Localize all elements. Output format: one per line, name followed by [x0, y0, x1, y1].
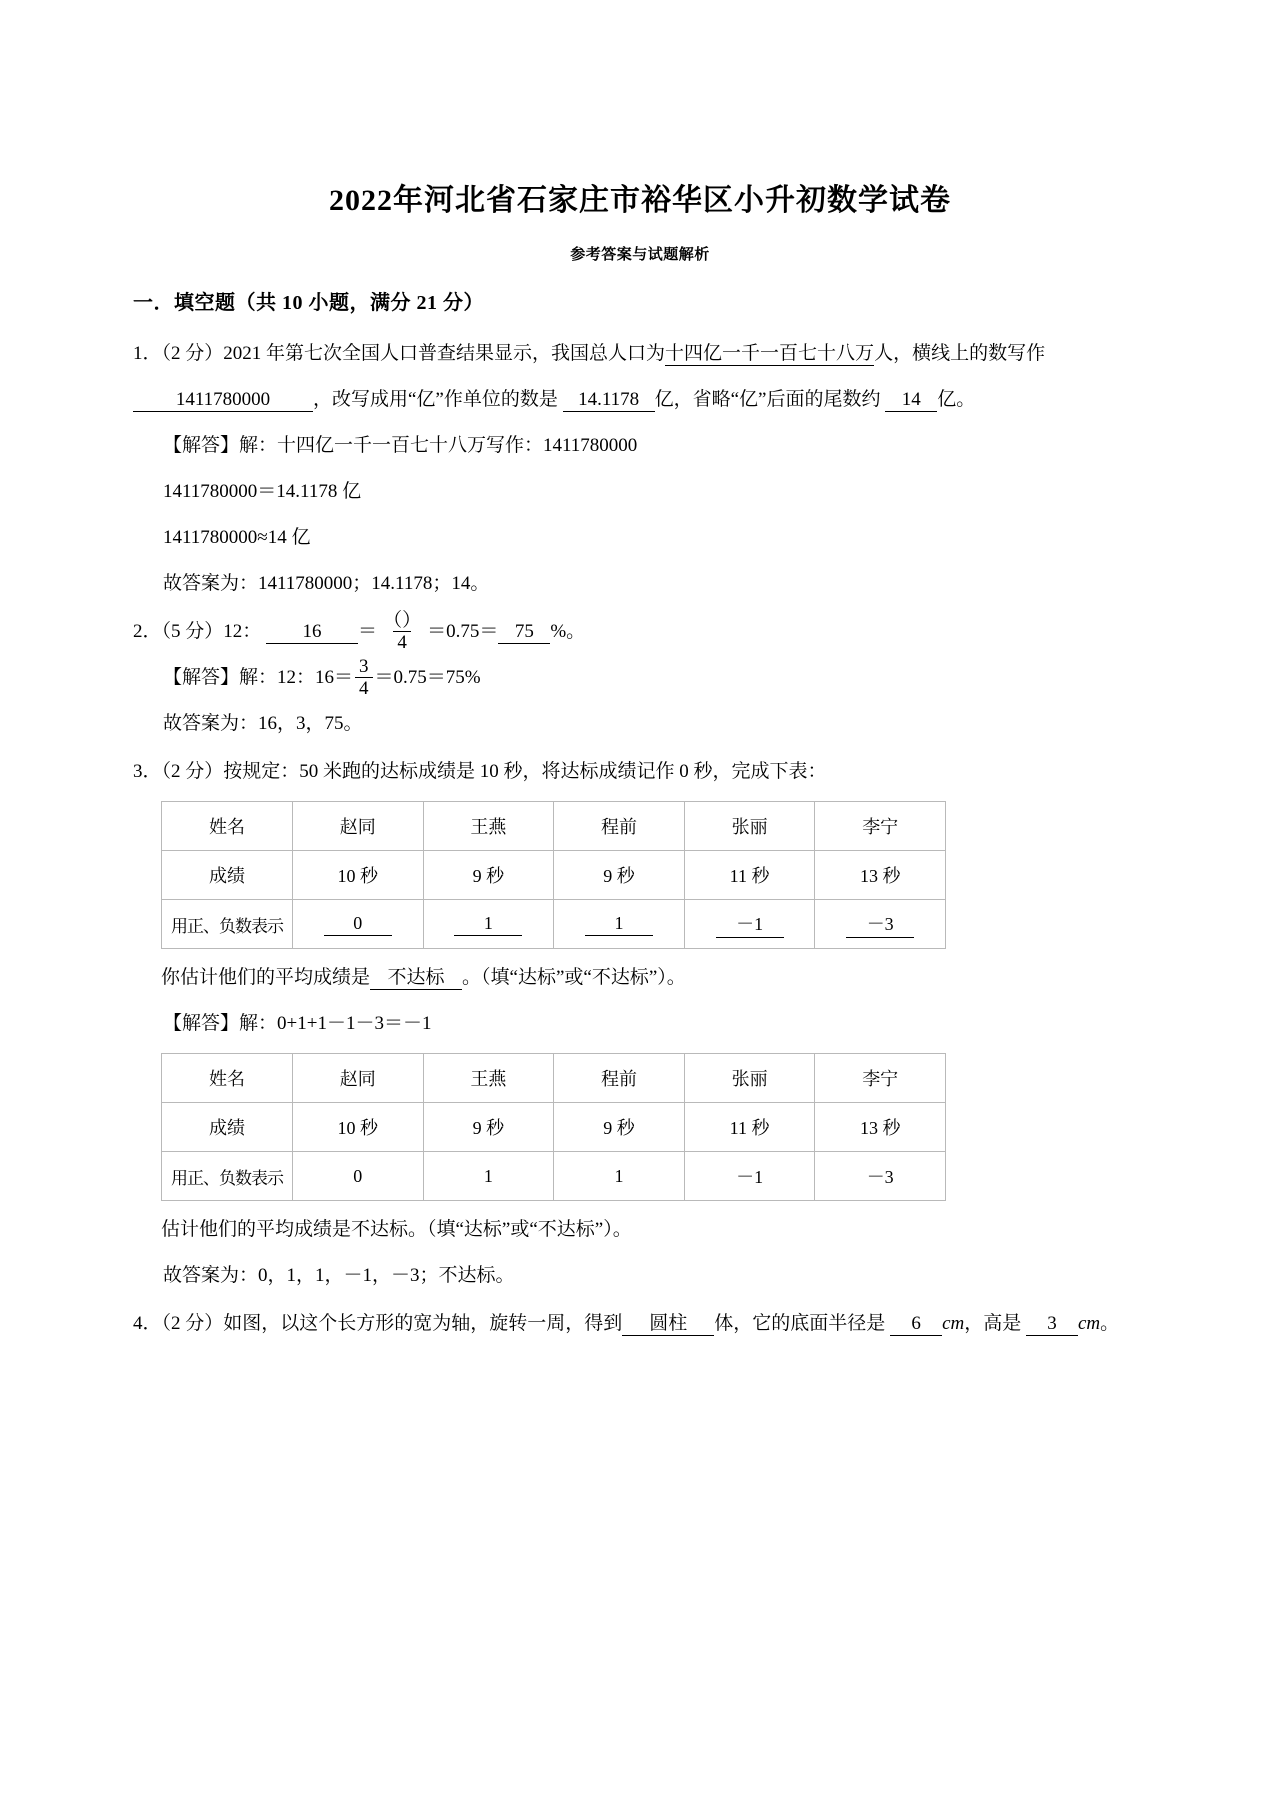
question-2-stem: [133, 609, 1140, 655]
table-cell-signed-2[interactable]: [554, 900, 685, 949]
table2-cell-score-1: 9 秒: [423, 1103, 554, 1152]
question-1-answer-blank-1[interactable]: 1411780000: [133, 389, 313, 412]
table-cell-signed-0[interactable]: [293, 900, 424, 949]
table2-cell-signed-2: 1: [554, 1152, 685, 1201]
question-3-solution-label: 【解答】解：: [163, 1013, 278, 1034]
page-title: 2022年河北省石家庄市裕华区小升初数学试卷: [329, 184, 951, 217]
table-cell-score-4: 13 秒: [815, 851, 946, 900]
table-row: [162, 851, 946, 900]
question-1-text-c: ，改写成用“亿”作单位的数是: [313, 389, 558, 410]
table-cell-signed-3[interactable]: [684, 900, 815, 949]
question-4-stem: [133, 1301, 1140, 1347]
question-3-below-text-a: 你估计他们的平均成绩是: [161, 967, 371, 988]
question-4: [133, 1301, 1140, 1347]
document-body: [0, 286, 1280, 1347]
table2-cell-name-4: 李宁: [815, 1054, 946, 1103]
table-row-label-score: 成绩: [162, 851, 293, 900]
question-3-text: 按规定：50 米跑的达标成绩是 10 秒，将达标成绩记作 0 秒，完成下表：: [223, 761, 827, 782]
table-cell-signed-blank-0[interactable]: 0: [324, 913, 392, 936]
question-3-answer-blank-estimate[interactable]: 不达标: [370, 967, 462, 990]
table-cell-name-4: 李宁: [815, 802, 946, 851]
question-2-score: （5 分）: [161, 621, 224, 642]
question-1-answer-blank-3[interactable]: 14: [885, 389, 937, 412]
question-1-number: 1．: [133, 343, 162, 364]
question-4-unit-1: cm: [942, 1313, 965, 1334]
table-cell-name-1: 王燕: [423, 802, 554, 851]
table2-row-label-name: 姓名: [162, 1054, 293, 1103]
question-2-fraction: [379, 611, 425, 652]
table-row: [162, 1103, 946, 1152]
table2-cell-name-0: 赵同: [293, 1054, 424, 1103]
question-3-score: （2 分）: [161, 761, 224, 782]
question-1-answer-line: 故答案为：1411780000；14.1178；14。: [163, 573, 490, 594]
table-row: [162, 1152, 946, 1201]
question-3-below-text-b: 。（填“达标”或“不达标”）。: [462, 967, 686, 988]
question-1-score: （2 分）: [161, 343, 224, 364]
table2-cell-score-0: 10 秒: [293, 1103, 424, 1152]
question-1-solution-text-1: 十四亿一千一百七十八万写作：1411780000: [277, 435, 638, 456]
question-2-tail: %。: [550, 621, 586, 642]
table-row-label-signed: 用正、负数表示: [162, 900, 293, 949]
question-1: [133, 331, 1140, 607]
question-1-text-d: 亿，省略“亿”后面的尾数约: [654, 389, 881, 410]
question-3-solution-calc: 0+1+1－1－3＝－1: [277, 1013, 432, 1034]
table2-cell-name-1: 王燕: [423, 1054, 554, 1103]
question-1-stem: [133, 331, 1140, 423]
question-4-score: （2 分）: [161, 1313, 224, 1334]
table-row-label-name: 姓名: [162, 802, 293, 851]
question-3-table-blank: [161, 801, 946, 949]
table2-cell-signed-1: 1: [423, 1152, 554, 1201]
table-cell-name-2: 程前: [554, 802, 685, 851]
question-3-below-table-line: [133, 955, 1140, 1001]
question-3-after-table-line: 估计他们的平均成绩是不达标。（填“达标”或“不达标”）。: [161, 1219, 632, 1240]
table-row: [162, 1054, 946, 1103]
table-row: [162, 802, 946, 851]
table2-cell-score-3: 11 秒: [684, 1103, 815, 1152]
question-1-answer-blank-2[interactable]: 14.1178: [563, 389, 655, 412]
question-4-unit-2: cm: [1077, 1313, 1101, 1334]
question-3-number: 3．: [133, 761, 162, 782]
table2-row-label-score: 成绩: [162, 1103, 293, 1152]
section-heading-fill-in-blanks: 一．填空题（共 10 小题，满分 21 分）: [133, 292, 484, 314]
table-cell-signed-blank-4[interactable]: －3: [846, 910, 914, 938]
question-1-text-e: 亿。: [937, 389, 976, 410]
table-cell-signed-blank-3[interactable]: －1: [716, 910, 784, 938]
question-2-equals-1: ＝: [358, 621, 378, 642]
table-cell-signed-blank-2[interactable]: 1: [585, 913, 653, 936]
question-3-table-answer: [161, 1053, 946, 1201]
question-2-fraction-numerator: （）: [383, 610, 422, 632]
table2-cell-name-2: 程前: [554, 1054, 685, 1103]
table-cell-signed-4[interactable]: [815, 900, 946, 949]
question-2-solution-label: 【解答】解：: [163, 667, 278, 688]
question-1-solution-line-3: 1411780000≈14 亿: [163, 527, 311, 548]
question-2-ratio: 12：: [223, 621, 262, 642]
question-4-answer-blank-3[interactable]: 3: [1026, 1313, 1078, 1336]
question-3-answer-line: 故答案为：0，1，1，－1，－3；不达标。: [163, 1265, 515, 1286]
table2-cell-name-3: 张丽: [684, 1054, 815, 1103]
table2-cell-score-2: 9 秒: [554, 1103, 685, 1152]
question-1-solution-line-2: 1411780000＝14.1178 亿: [163, 481, 362, 502]
question-2-equals-2: ＝0.75＝: [427, 621, 499, 642]
table2-cell-signed-4: －3: [815, 1152, 946, 1201]
question-3-solution-line: [133, 1001, 1140, 1047]
question-4-text-b: 体，它的底面半径是: [714, 1313, 886, 1334]
question-2-fraction-denominator: 4: [393, 631, 411, 652]
table2-cell-signed-0: 0: [293, 1152, 424, 1201]
question-2-answer-blank-2[interactable]: 75: [498, 621, 550, 644]
table-cell-score-3: 11 秒: [684, 851, 815, 900]
question-2-number: 2．: [133, 621, 162, 642]
table2-cell-score-4: 13 秒: [815, 1103, 946, 1152]
table2-row-label-signed: 用正、负数表示: [162, 1152, 293, 1201]
question-4-text-a: 如图，以这个长方形的宽为轴，旋转一周，得到: [223, 1313, 623, 1334]
question-1-solution-line-1: [133, 423, 1140, 469]
question-1-underlined-phrase: 十四亿一千一百七十八万: [665, 343, 875, 364]
question-2-solution-fraction-numerator: 3: [359, 656, 369, 678]
question-2-solution-fraction-denominator: 4: [355, 677, 373, 698]
table-cell-score-1: 9 秒: [423, 851, 554, 900]
question-2-answer-line: 故答案为：16，3，75。: [163, 713, 363, 734]
question-1-solution-label: 【解答】解：: [163, 435, 278, 456]
table2-cell-signed-3: －1: [684, 1152, 815, 1201]
question-4-answer-blank-1[interactable]: 圆柱: [622, 1313, 714, 1336]
question-1-text-b: 人，横线上的数写作: [874, 343, 1046, 364]
question-2-solution-line: [133, 655, 1140, 701]
question-2-solution-fraction: [355, 657, 373, 698]
page-subtitle: 参考答案与试题解析: [570, 247, 710, 263]
question-2-solution-suffix: ＝0.75＝75%: [374, 667, 481, 688]
table-cell-signed-1[interactable]: [423, 900, 554, 949]
table-cell-score-2: 9 秒: [554, 851, 685, 900]
table-cell-signed-blank-1[interactable]: 1: [454, 913, 522, 936]
table-cell-name-3: 张丽: [684, 802, 815, 851]
question-2: [133, 609, 1140, 747]
table-cell-name-0: 赵同: [293, 802, 424, 851]
question-2-answer-blank-1[interactable]: 16: [266, 621, 358, 644]
table-cell-score-0: 10 秒: [293, 851, 424, 900]
question-3: [133, 749, 1140, 1299]
question-4-text-c: ，高是: [964, 1313, 1022, 1334]
question-4-answer-blank-2[interactable]: 6: [890, 1313, 942, 1336]
question-1-text-a: 2021 年第七次全国人口普查结果显示，我国总人口为: [223, 343, 666, 364]
question-4-text-d: 。: [1100, 1313, 1120, 1334]
question-2-solution-prefix: 12：16＝: [277, 667, 354, 688]
question-3-stem: [133, 749, 1140, 795]
table-row: [162, 900, 946, 949]
question-4-number: 4．: [133, 1313, 162, 1334]
